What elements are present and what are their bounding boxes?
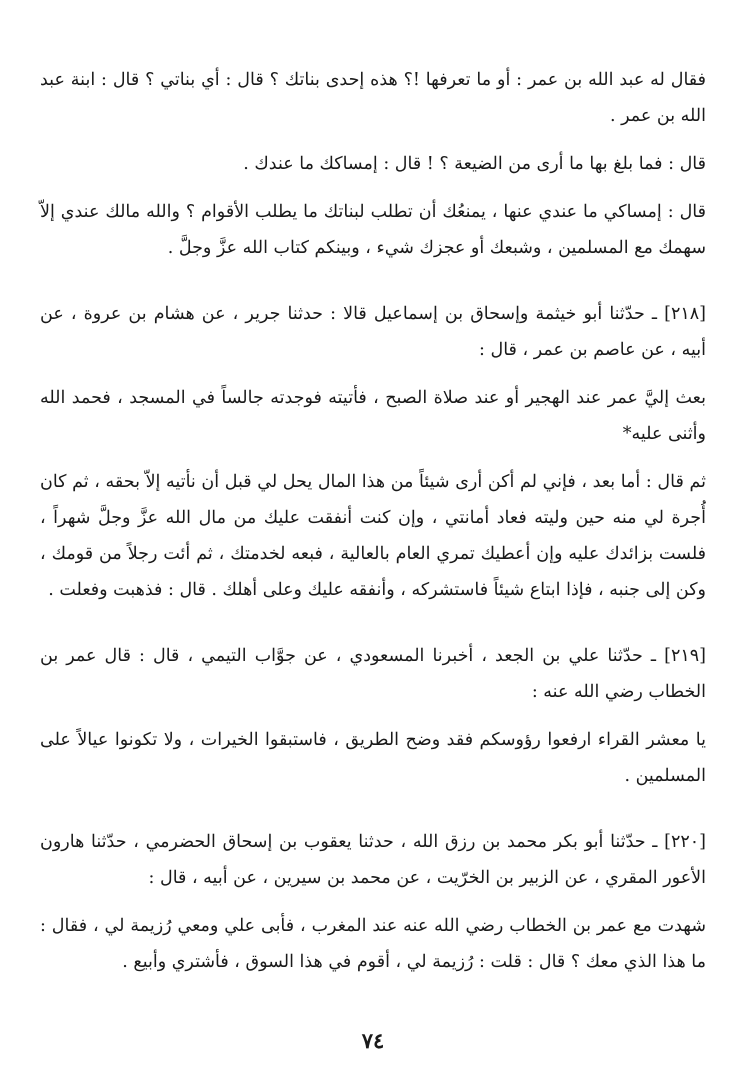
paragraph-gap <box>40 452 706 464</box>
hadith-heading-219: [٢١٩] ـ حدّثنا علي بن الجعد ، أخبرنا المسعودي ، عن جوَّاب التيمي ، قال : قال عمر بن الخطاب رضي الله عنه : <box>40 646 706 702</box>
paragraph-gap <box>40 368 706 380</box>
paragraph-gap <box>40 710 706 722</box>
hadith-heading-218: [٢١٨] ـ حدّثنا أبو خيثمة وإسحاق بن إسماعيل قالا : حدثنا جرير ، عن هشام بن عروة ، عن أبيه ، عن عاصم بن عمر ، قال : <box>40 304 706 360</box>
text-paragraph: فقال له عبد الله بن عمر : أو ما تعرفها !؟ هذه إحدى بناتك ؟ قال : أي بناتي ؟ قال : ابنة عبد الله بن عمر . <box>40 70 706 126</box>
text-paragraph: يا معشر القراء ارفعوا رؤوسكم فقد وضح الطريق ، فاستبقوا الخيرات ، ولا تكونوا عيالاً على المسلمين . <box>40 730 706 786</box>
section-gap <box>40 266 706 296</box>
text-paragraph: قال : فما بلغ بها ما أرى من الضيعة ؟ ! قال : إمساكك ما عندك . <box>243 154 706 174</box>
page-number: ٧٤ <box>361 1028 385 1053</box>
text-paragraph: بعث إليَّ عمر عند الهجير أو عند صلاة الصبح ، فأتيته فوجدته جالساً في المسجد ، فحمد الله وأثنى عليه* <box>40 388 706 444</box>
page-body <box>40 62 706 980</box>
paragraph-gap <box>40 182 706 194</box>
paragraph-gap <box>40 896 706 908</box>
text-paragraph: قال : إمساكي ما عندي عنها ، يمنعُك أن تطلب لبناتك ما يطلب الأقوام ؟ والله مالك عندي إلاّ سهمك مع المسلمين ، وشبعك أو عجزك شيء ، وبينكم كتاب الله عزَّ وجلَّ . <box>40 202 706 258</box>
section-gap <box>40 608 706 638</box>
text-paragraph: ثم قال : أما بعد ، فإني لم أكن أرى شيئاً من هذا المال يحل لي قبل أن نأتيه إلاّ بحقه ، ثم كان أُجرة لي منه حين وليته فعاد أمانتي ، وإن كنت أنفقت عليك من مال الله عزَّ وجلَّ شهراً ، فلست بزائدك عليه وإن أعطيك تمري العام بالعالية ، فبعه لخدمتك ، ثم أئت رجلاً من قومك ، وكن إلى جنبه ، فإذا ابتاع شيئاً فاستشركه ، وأنفقه عليك وعلى أهلك . قال : فذهبت وفعلت . <box>40 472 706 600</box>
hadith-heading-220: [٢٢٠] ـ حدّثنا أبو بكر محمد بن رزق الله ، حدثنا يعقوب بن إسحاق الحضرمي ، حدّثنا هارون الأعور المقري ، عن الزبير بن الخرّيت ، عن محمد بن سيرين ، عن أبيه ، قال : <box>40 832 706 888</box>
text-paragraph: شهدت مع عمر بن الخطاب رضي الله عنه عند المغرب ، فأبى علي ومعي رُزيمة لي ، فقال : ما هذا الذي معك ؟ قال : قلت : رُزيمة لي ، أقوم في هذا السوق ، فأشتري وأبيع . <box>40 916 706 972</box>
paragraph-gap <box>40 134 706 146</box>
section-gap <box>40 794 706 824</box>
